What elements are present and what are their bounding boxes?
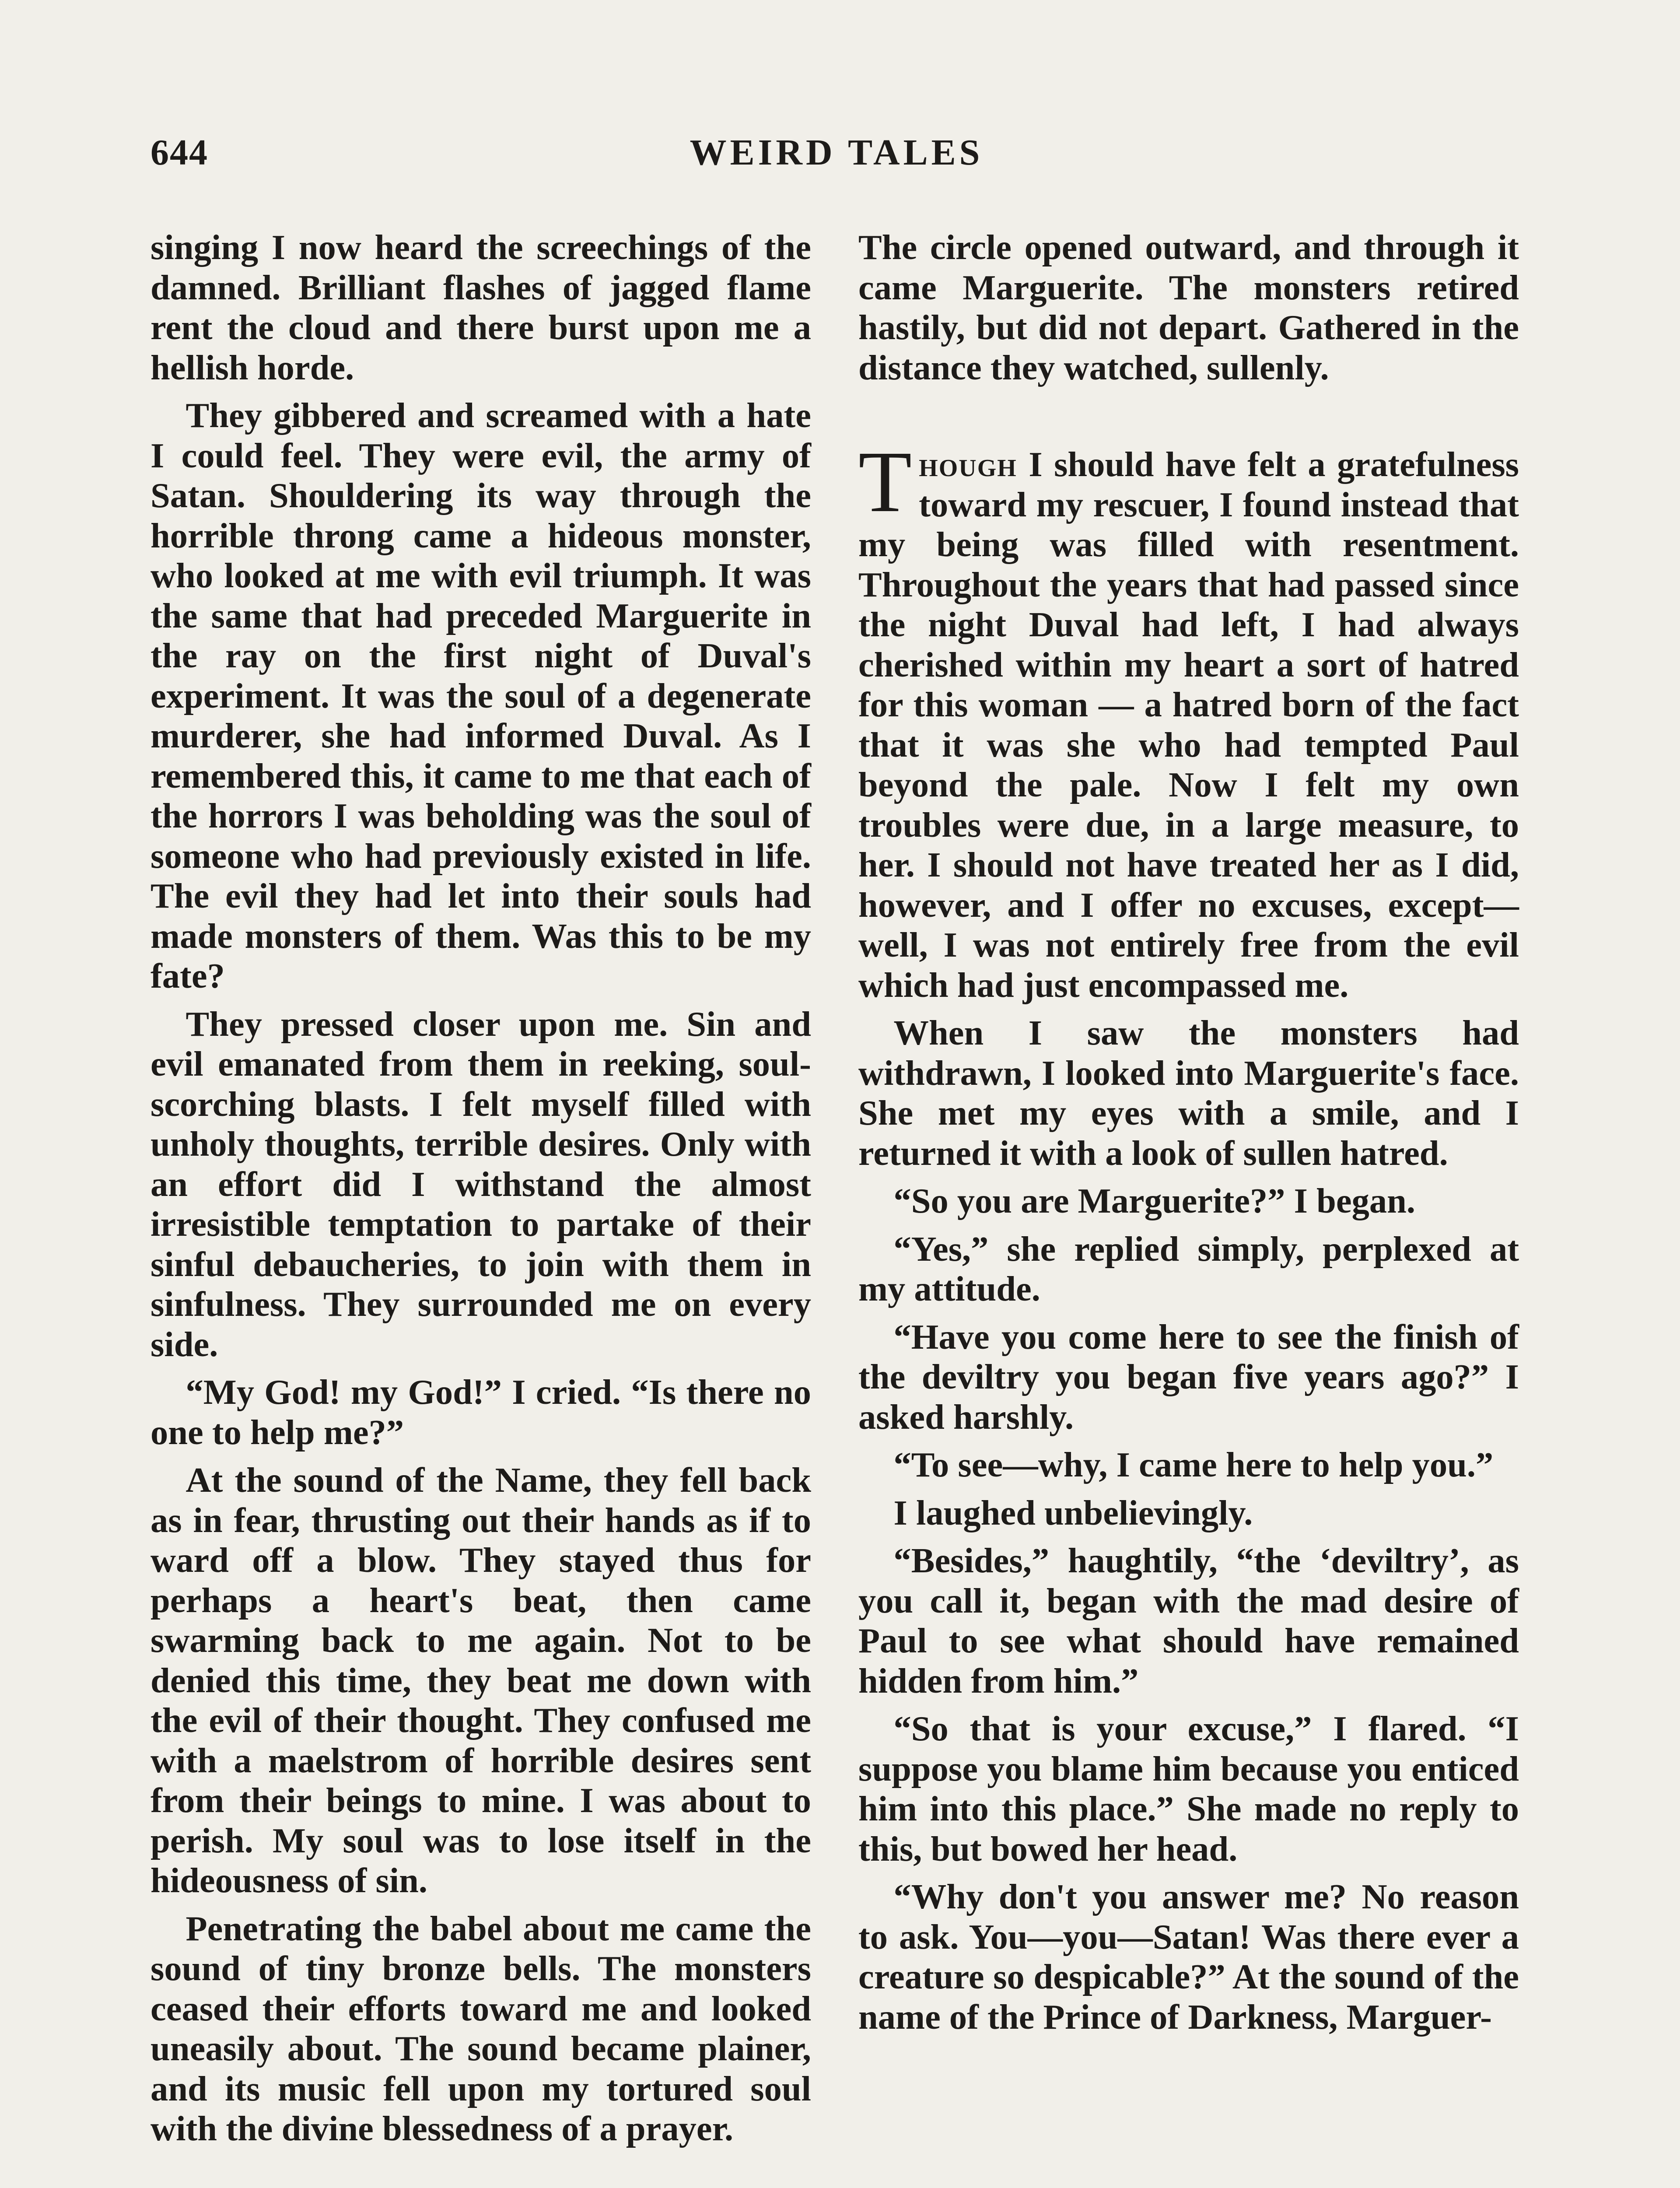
drop-cap: T (858, 434, 912, 530)
paragraph: “So that is your excuse,” I flared. “I suppose you blame him because you enticed him into this place.” She made no reply to this, but bowed her head. (858, 1709, 1519, 1869)
paragraph: At the sound of the Name, they fell back as in fear, thrusting out their hands as if to ward off a blow. They stayed thus for perhaps a heart's beat, then came swarming back to me again. Not to be denied this time, they beat me down with the evil of their thought. They confused me with a maelstrom of horrible desires sent from their beings to mine. I was about to perish. My soul was to lose itself in the hideousness of sin. (150, 1461, 811, 1900)
right-column (858, 228, 1519, 2045)
paragraph: “Besides,” haughtily, “the ‘deviltry’, as you call it, began with the mad desire of Paul to see what should have remained hidden from him.” (858, 1541, 1519, 1701)
paragraph: When I saw the monsters had withdrawn, I looked into Marguerite's face. She met my eyes with a smile, and I returned it with a look of sullen hatred. (858, 1013, 1519, 1173)
paragraph: Penetrating the babel about me came the sound of tiny bronze bells. The monsters ceased their efforts toward me and looked uneasily about. The sound became plainer, and its music fell upon my tortured soul with the divine blessedness of a prayer. (150, 1909, 811, 2148)
left-column (150, 228, 811, 2157)
paragraph: The circle opened outward, and through it came Marguerite. The monsters retired hastily, but did not depart. Gathered in the distance they watched, sullenly. (858, 228, 1519, 387)
paragraph: singing I now heard the screechings of the damned. Brilliant flashes of jagged flame rent the cloud and there burst upon me a hellish horde. (150, 228, 811, 387)
section-opening-paragraph (858, 434, 1519, 1005)
paragraph: “My God! my God!” I cried. “Is there no one to help me?” (150, 1373, 811, 1452)
small-caps-word: hough (919, 445, 1017, 484)
paragraph: “Yes,” she replied simply, perplexed at my attitude. (858, 1229, 1519, 1308)
paragraph: “Why don't you answer me? No reason to ask. You—you—Satan! Was there ever a creature so despicable?” At the sound of the name of the Prince of Darkness, Marguer- (858, 1877, 1519, 2037)
paragraph-text: I should have felt a gratefulness toward my rescuer, I found instead that my being was filled with resentment. Throughout the years that had passed since the night Duval had left, I had always cherished within my heart a sort of hatred for this woman — a hatred born of the fact that it was she who had tempted Paul beyond the pale. Now I felt my own troubles were due, in a large measure, to her. I should not have treated her as I did, however, and I offer no excuses, except—well, I was not entirely free from the evil which had just encompassed me. (858, 445, 1519, 1005)
paragraph: “To see—why, I came here to help you.” (893, 1445, 1494, 1484)
paragraph: “Have you come here to see the finish of the deviltry you began five years ago?” I asked harshly. (858, 1317, 1519, 1437)
paragraph: “So you are Marguerite?” I began. (893, 1182, 1415, 1220)
page-header (150, 131, 1522, 179)
paragraph: I laughed unbelievingly. (893, 1493, 1253, 1532)
page-number: 644 (150, 132, 208, 173)
paragraph: They pressed closer upon me. Sin and evil emanated from them in reeking, soul-scorching blasts. I felt myself filled with unholy thoughts, terrible desires. Only with an effort did I withstand the almost irresistible temptation to partake of their sinful debaucheries, to join with them in sinfulness. They surrounded me on every side. (150, 1004, 811, 1364)
running-title: WEIRD TALES (690, 132, 984, 173)
paragraph: They gibbered and screamed with a hate I could feel. They were evil, the army of Satan. Shouldering its way through the horrible throng came a hideous monster, who looked at me with evil triumph. It was the same that had preceded Marguerite in the ray on the first night of Duval's experiment. It was the soul of a degenerate murderer, she had informed Duval. As I remembered this, it came to me that each of the horrors I was beholding was the soul of someone who had previously existed in life. The evil they had let into their souls had made monsters of them. Was this to be my fate? (150, 396, 811, 996)
